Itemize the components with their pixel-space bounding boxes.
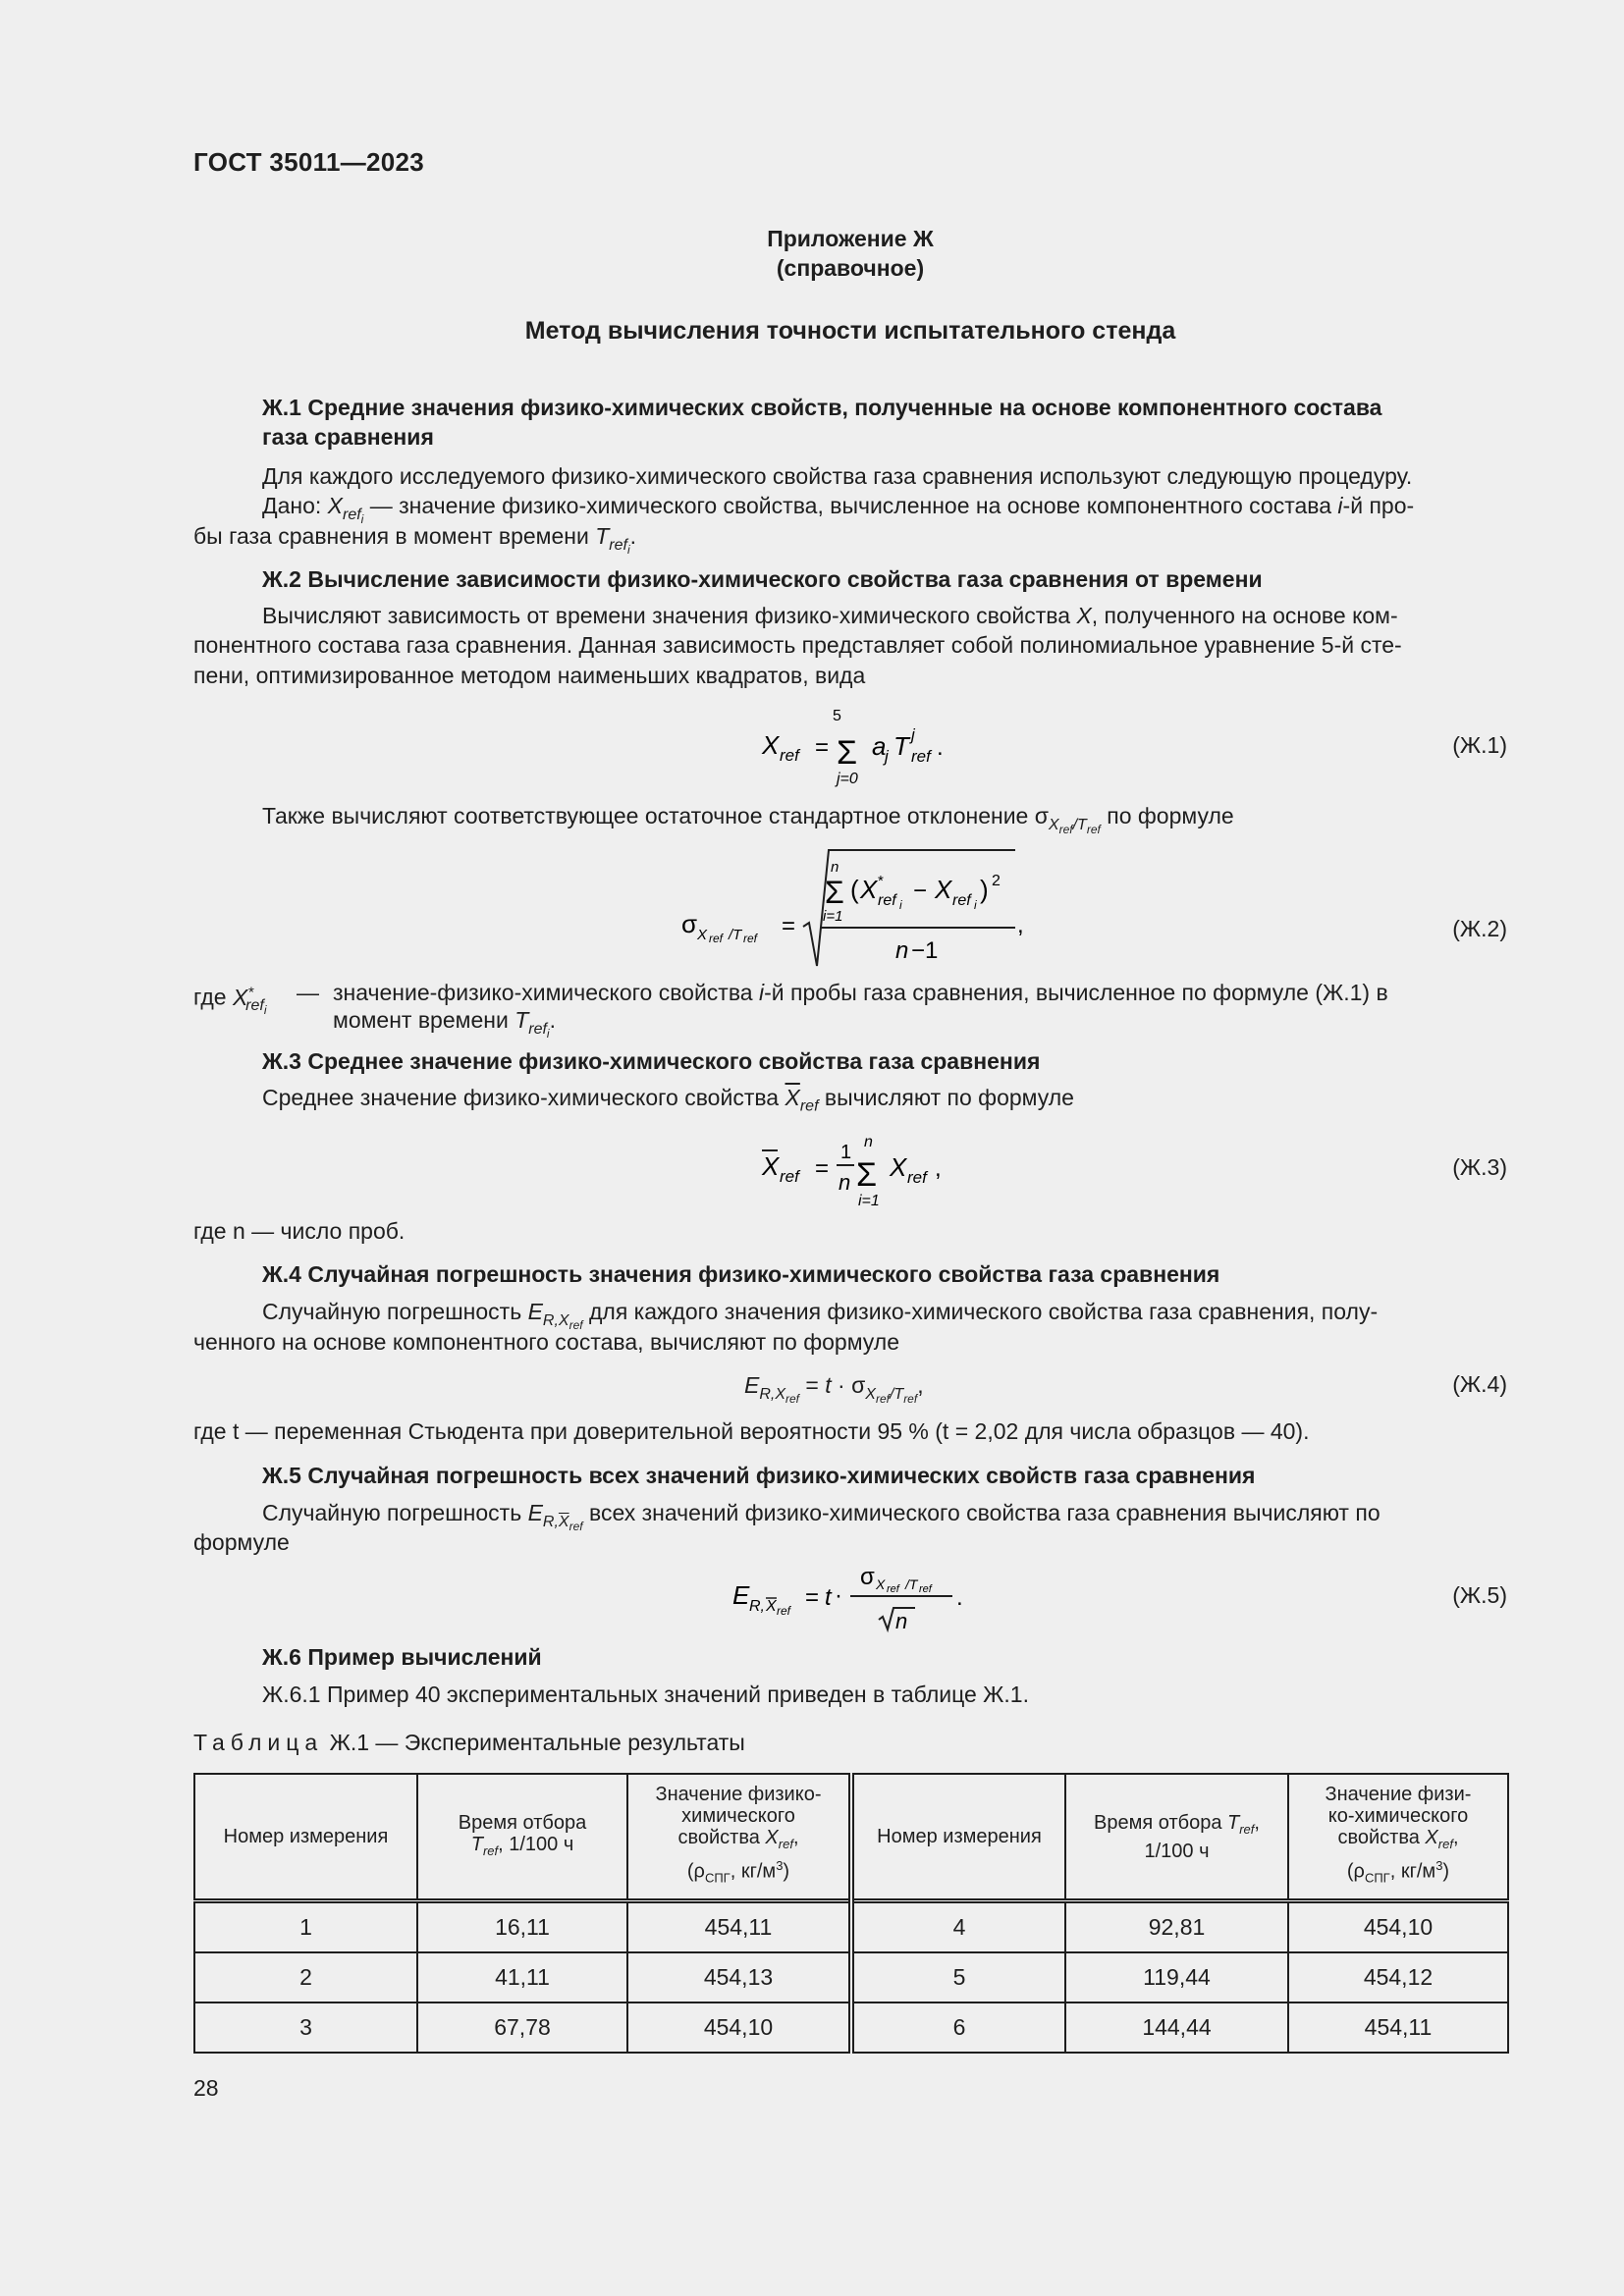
section-6-title: Ж.6 Пример вычислений: [262, 1644, 542, 1670]
svg-text:ref: ref: [887, 1583, 899, 1595]
svg-text:X: X: [890, 1152, 907, 1182]
section-2-paragraph-3: пени, оптимизированное методом наименьших квадратов, вида: [193, 663, 866, 688]
section-4-paragraph-1: Случайную погрешность $E_{R,X_{ref}}$ для каждого значения физико-химического свойства газа сравнения, полу-: [262, 1299, 1379, 1332]
table-cell: 454,12: [1288, 1952, 1508, 2002]
svg-text:X: X: [935, 875, 952, 904]
header-property-value-2: Значение физи- ко-химического свойства $X_{ref}$, ($\rho_{СПГ}$, $кг/м^3$): [1288, 1774, 1508, 1901]
table-cell: 454,11: [1288, 2002, 1508, 2053]
svg-text:.: .: [937, 734, 944, 761]
svg-text:X: X: [766, 1598, 777, 1615]
svg-text:n: n: [864, 1134, 873, 1150]
appendix-subtitle: (справочное): [776, 255, 925, 281]
equation-number-2: (Ж.2): [1452, 916, 1507, 941]
svg-text:ref: ref: [911, 747, 931, 766]
svg-text:,: ,: [935, 1155, 942, 1182]
svg-text:σ: σ: [681, 909, 698, 938]
section-4-title: Ж.4 Случайная погрешность значения физико-химического свойства газа сравнения: [262, 1261, 1220, 1287]
svg-text:(: (: [850, 875, 859, 904]
equation-number-1: (Ж.1): [1452, 732, 1507, 758]
table-cell: 1: [194, 1901, 417, 1953]
svg-text:n: n: [831, 859, 839, 876]
section-5-paragraph-1: Случайную погрешность $E_{R,\overline{X}_{ref}}$ всех значений физико-химического свойства газа сравнения вычисляют по: [262, 1500, 1380, 1533]
svg-text:=: =: [815, 734, 830, 761]
svg-text:X: X: [876, 1576, 886, 1592]
svg-text:j: j: [911, 725, 915, 744]
svg-text:ref: ref: [780, 746, 799, 765]
svg-text:σ: σ: [860, 1564, 875, 1590]
header-property-value: Значение физико- химического свойства $X_{ref}$, ($\rho_{СПГ}$, $кг/м^3$): [627, 1774, 851, 1901]
svg-text:Σ: Σ: [837, 734, 858, 772]
svg-text:T: T: [893, 731, 909, 761]
svg-text:n: n: [895, 1609, 908, 1633]
equation-number-5: (Ж.5): [1452, 1582, 1507, 1608]
svg-text:−1: −1: [911, 937, 939, 964]
section-2-title: Ж.2 Вычисление зависимости физико-химического свойства газа сравнения от времени: [262, 566, 1263, 592]
svg-text:*: *: [878, 873, 884, 889]
section-1-paragraph-3: бы газа сравнения в момент времени $T_{ref_i}$.: [193, 523, 637, 557]
page-number: 28: [193, 2075, 219, 2101]
svg-text:/T: /T: [905, 1576, 918, 1592]
table-caption: Таблица Ж.1 — Экспериментальные результаты: [193, 1730, 745, 1755]
table-cell: 2: [194, 1952, 417, 2002]
svg-text:i: i: [899, 898, 902, 912]
table-row: [194, 2002, 1508, 2053]
where-label: где $X^*_{ref_i}$: [193, 984, 267, 1018]
where-definition-line2: момент времени $T_{ref_i}$.: [333, 1007, 556, 1041]
svg-text:X: X: [762, 730, 780, 760]
section-3-title: Ж.3 Среднее значение физико-химического свойства газа сравнения: [262, 1048, 1041, 1074]
section-4-where: где t — переменная Стьюдента при доверительной вероятности 95 % (t = 2,02 для числа образцов — 40).: [193, 1418, 1310, 1444]
formula-5: [727, 1559, 982, 1637]
svg-text:ref: ref: [878, 892, 896, 909]
header-sampling-time-2: Время отбора $T_{ref}$, 1/100 ч: [1065, 1774, 1288, 1901]
svg-text:,: ,: [1017, 912, 1024, 938]
svg-text:X: X: [697, 927, 708, 943]
table-cell: 454,13: [627, 1952, 851, 2002]
section-3-where: где n — число проб.: [193, 1218, 406, 1244]
equation-number-3: (Ж.3): [1452, 1154, 1507, 1180]
svg-text:Σ: Σ: [825, 875, 844, 910]
svg-text:R,: R,: [749, 1598, 765, 1615]
equation-number-4: (Ж.4): [1452, 1371, 1507, 1397]
table-cell: 119,44: [1065, 1952, 1288, 2002]
svg-text:ref: ref: [709, 932, 724, 945]
table-cell: 454,10: [627, 2002, 851, 2053]
section-1-paragraph-1: Для каждого исследуемого физико-химического свойства газа сравнения используют следующую процедуру.: [262, 463, 1413, 489]
svg-text:=: =: [782, 913, 796, 939]
formula-1: [746, 699, 982, 789]
section-2-paragraph-1: Вычисляют зависимость от времени значения физико-химического свойства X, полученного на основе ком-: [262, 603, 1398, 628]
svg-text:ref: ref: [780, 1167, 799, 1186]
svg-text:X: X: [860, 875, 878, 904]
svg-text:a: a: [872, 731, 887, 761]
svg-text:i=1: i=1: [823, 908, 843, 925]
svg-text:i: i: [974, 898, 977, 912]
section-4-paragraph-2: ченного на основе компонентного состава, вычисляют по формуле: [193, 1329, 899, 1355]
table-cell: 92,81: [1065, 1901, 1288, 1953]
table-cell: 5: [851, 1952, 1065, 2002]
formula-2: [677, 844, 1041, 972]
table-row: [194, 1952, 1508, 2002]
svg-text:=: =: [815, 1155, 830, 1182]
svg-text:5: 5: [833, 708, 841, 724]
svg-text:/T: /T: [729, 927, 742, 943]
header-measurement-number: Номер измерения: [194, 1774, 417, 1901]
svg-text:X: X: [762, 1151, 780, 1181]
svg-text:E: E: [732, 1580, 750, 1610]
svg-text:.: .: [956, 1584, 963, 1611]
svg-text:ref: ref: [919, 1583, 932, 1595]
svg-text:ref: ref: [743, 932, 758, 945]
table-header-row: [194, 1774, 1508, 1901]
table-cell: 4: [851, 1901, 1065, 1953]
appendix-heading: Метод вычисления точности испытательного стенда: [524, 317, 1176, 345]
table-cell: 67,78: [417, 2002, 627, 2053]
section-3-paragraph-1: Среднее значение физико-химического свойства $\overline{X}_{ref}$ вычисляют по формуле: [262, 1085, 1074, 1115]
section-1-title-line1: Ж.1 Средние значения физико-химических свойств, полученные на основе компонентного состава: [262, 395, 1382, 420]
where-dash: —: [297, 980, 319, 1005]
table-cell: 16,11: [417, 1901, 627, 1953]
section-2-paragraph-2: понентного состава газа сравнения. Данная зависимость представляет собой полиномиальное уравнение 5-й сте-: [193, 632, 1402, 658]
table-row: [194, 1901, 1508, 1953]
svg-text:2: 2: [992, 873, 1001, 889]
svg-text:−: −: [913, 878, 928, 904]
section-5-paragraph-2: формуле: [193, 1529, 290, 1555]
table-cell: 6: [851, 2002, 1065, 2053]
svg-text:t: t: [825, 1584, 832, 1611]
appendix-title: Приложение Ж: [767, 226, 934, 251]
svg-text:n: n: [895, 937, 909, 964]
svg-text:j: j: [885, 747, 889, 766]
formula-4: $E_{R,X_{ref}} = t \cdot \sigma_{X_{ref}/T_{ref}}$,: [744, 1372, 924, 1406]
svg-text:1: 1: [840, 1142, 852, 1163]
svg-text:·: ·: [835, 1582, 842, 1609]
table-cell: 454,10: [1288, 1901, 1508, 1953]
formula-3: [746, 1129, 962, 1212]
table-cell: 454,11: [627, 1901, 851, 1953]
where-definition-line1: значение-физико-химического свойства i-й пробы газа сравнения, вычисленное по формуле (Ж.1) в: [333, 980, 1388, 1005]
section-5-title: Ж.5 Случайная погрешность всех значений физико-химических свойств газа сравнения: [262, 1463, 1256, 1488]
svg-text:j=0: j=0: [837, 771, 858, 787]
results-table: [193, 1773, 1509, 2054]
section-6-paragraph-1: Ж.6.1 Пример 40 экспериментальных значений приведен в таблице Ж.1.: [262, 1682, 1029, 1707]
table-cell: 3: [194, 2002, 417, 2053]
section-1-paragraph-2: Дано: $X_{ref_i}$ — значение физико-химического свойства, вычисленное на основе компонентного состава i-й про-: [262, 493, 1415, 526]
svg-text:): ): [980, 875, 989, 904]
section-1-title-line2: газа сравнения: [262, 424, 434, 450]
svg-text:i=1: i=1: [858, 1193, 880, 1209]
section-2-paragraph-4: Также вычисляют соответствующее остаточное стандартное отклонение $\sigma_{X_{ref}/T_{ref}}$ по формуле: [262, 803, 1234, 836]
header-sampling-time: Время отбора $T_{ref}$, 1/100 ч: [417, 1774, 627, 1901]
svg-text:ref: ref: [952, 892, 971, 909]
svg-text:ref: ref: [907, 1168, 927, 1187]
svg-text:n: n: [839, 1170, 851, 1195]
svg-text:ref: ref: [777, 1604, 791, 1618]
svg-text:=: =: [805, 1584, 820, 1611]
table-cell: 41,11: [417, 1952, 627, 2002]
document-id: ГОСТ 35011—2023: [193, 147, 425, 177]
svg-text:Σ: Σ: [856, 1156, 878, 1194]
header-measurement-number-2: Номер измерения: [851, 1774, 1065, 1901]
table-cell: 144,44: [1065, 2002, 1288, 2053]
